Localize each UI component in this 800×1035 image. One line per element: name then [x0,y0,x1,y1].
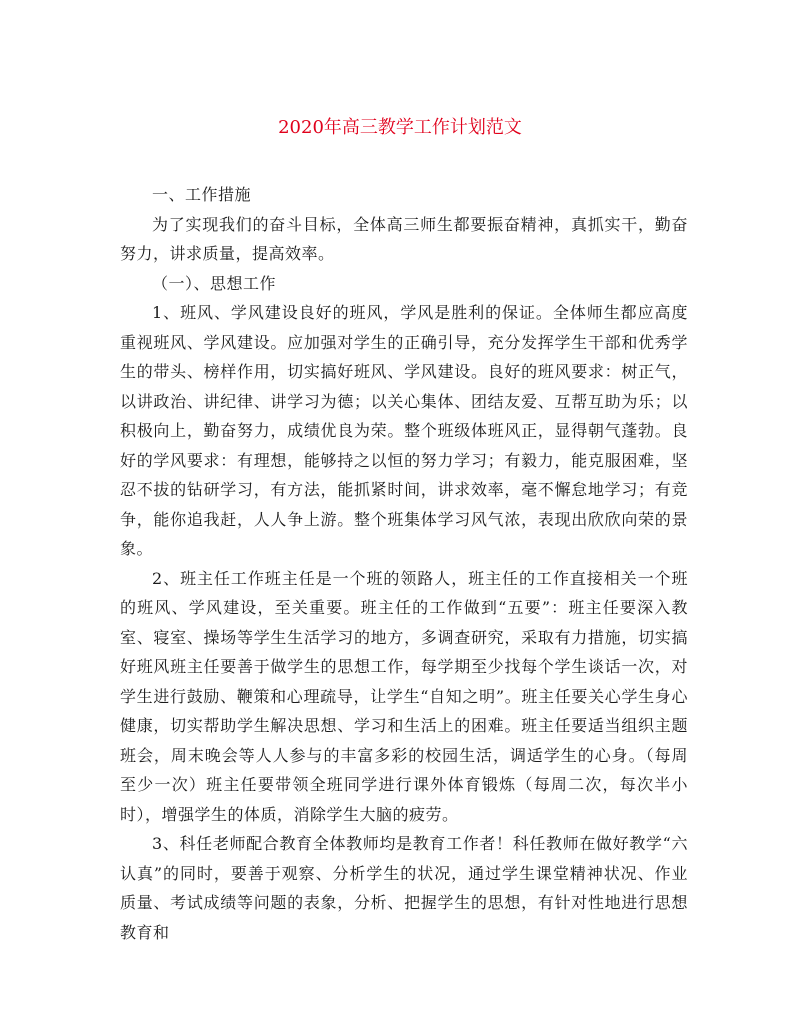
subsection-heading: （一）、思想工作 [152,273,277,293]
paragraph-class-style: 1、班风、学风建设良好的班风，学风是胜利的保证。全体师生都应高度重视班风、学风建设。应加强对学生的正确引导，充分发挥学生干部和优秀学生的带头、榜样作用，切实搞好班风、学风建设。良好的班风要求：树正气，以讲政治、讲纪律、讲学习为德；以关心集体、团结友爱、互帮互助为乐；以积极向上，勤奋努力，成绩优良为荣。整个班级体班风正，显得朝气蓬勃。良好的学风要求：有理想，能够持之以恒的努力学习；有毅力，能克服困难，坚忍不拔的钻研学习，有方法，能抓紧时间，讲求效率，毫不懈怠地学习；有竞争，能你追我赶，人人争上游。整个班集体学习风气浓，表现出欣欣向荣的景象。 [120,303,688,558]
document-title: 2020年高三教学工作计划范文 [278,117,522,138]
intro-paragraph: 为了实现我们的奋斗目标，全体高三师生都要振奋精神，真抓实干，勤奋努力，讲求质量，提高效率。 [120,214,688,263]
section-heading: 一、工作措施 [152,185,252,204]
paragraph-head-teacher: 2、班主任工作班主任是一个班的领路人，班主任的工作直接相关一个班的班风、学风建设，至关重要。班主任的工作做到“五要”：班主任要深入教室、寝室、操场等学生生活学习的地方，多调查研究，采取有力措施，切实搞好班风班主任要善于做学生的思想工作，每学期至少找每个学生谈话一次，对学生进行鼓励、鞭策和心理疏导，让学生“自知之明”。班主任要关心学生身心健康，切实帮助学生解决思想、学习和生活上的困难。班主任要适当组织主题班会，周末晚会等人人参与的丰富多彩的校园生活，调适学生的心身。（每周至少一次）班主任要带领全班同学进行课外体育锻炼（每周二次，每次半小时），增强学生的体质，消除学生大脑的疲劳。 [120,568,688,824]
paragraph-subject-teachers: 3、科任老师配合教育全体教师均是教育工作者！科任教师在做好教学“六认真”的同时，要善于观察、分析学生的状况，通过学生课堂精神状况、作业质量、考试成绩等问题的表象，分析、把握学生的思想，有针对性地进行思想教育和 [120,834,688,942]
document-body [120,180,688,947]
